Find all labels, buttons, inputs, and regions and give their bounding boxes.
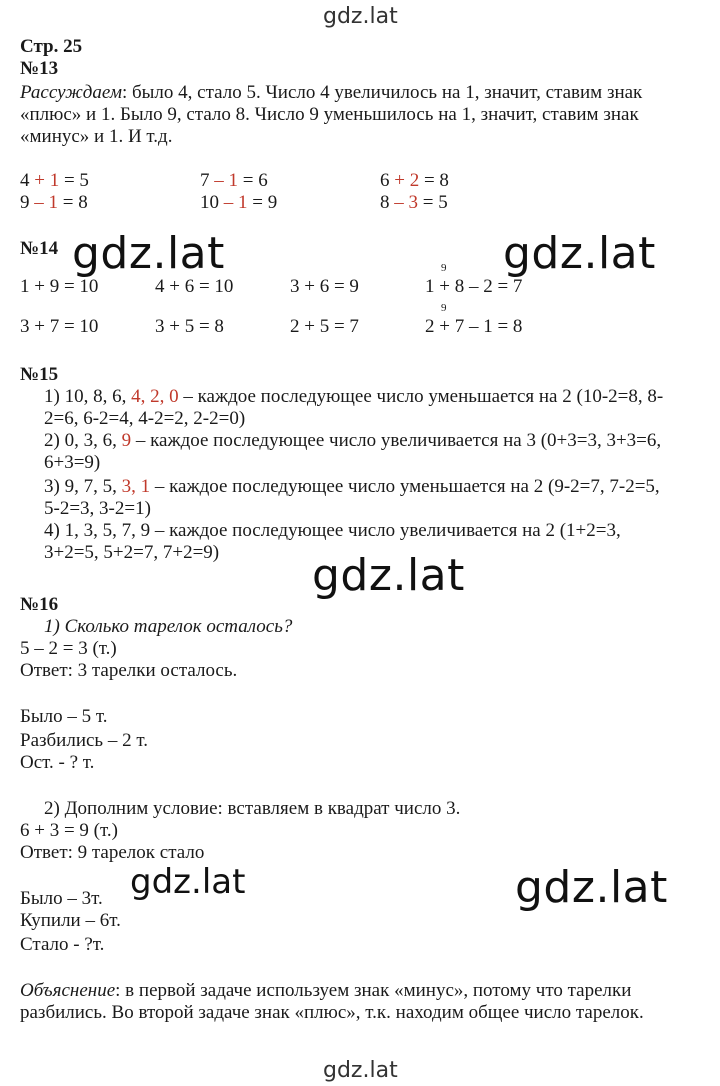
n16-explanation-line1 (20, 980, 700, 1002)
n13-eq: 7 – 1 = 6 (200, 170, 268, 191)
watermark-3: gdz.lat (312, 550, 465, 601)
n16-question1: 1) Сколько тарелок осталось? (44, 616, 293, 637)
n16-calc2: 6 + 3 = 9 (т.) (20, 820, 118, 841)
watermark-4: gdz.lat (130, 862, 246, 902)
n16-explanation-line2: разбились. Во второй задаче знак «плюс», т.к. находим общее число тарелок. (20, 1002, 644, 1023)
n15-item-cont: 5-2=3, 3-2=1) (44, 498, 151, 519)
n14-eq: 1 + 9 = 10 (20, 276, 99, 297)
n15-item: 1) 10, 8, 6, 4, 2, 0 – каждое последующее число уменьшается на 2 (10-2=8, 8- (44, 386, 664, 407)
n13-eq: 9 – 1 = 8 (20, 192, 88, 213)
n16-calc1: 5 – 2 = 3 (т.) (20, 638, 117, 659)
n14-superscript: 9 (441, 262, 447, 274)
n13-reason-label: Рассуждаем (20, 82, 122, 103)
n15-item-cont: 2=6, 6-2=4, 4-2=2, 2-2=0) (44, 408, 246, 429)
n16-short1-line: Ост. - ? т. (20, 752, 95, 773)
n16-answer2: Ответ: 9 тарелок стало (20, 842, 205, 863)
n16-explanation-label: Объяснение (20, 980, 116, 1001)
n16-question2: 2) Дополним условие: вставляем в квадрат число 3. (44, 798, 461, 819)
n15-item-cont: 6+3=9) (44, 452, 101, 473)
n13-reason-line1 (20, 82, 700, 104)
n13-reason-line3: «минус» и 1. И т.д. (20, 126, 173, 147)
n14-eq: 4 + 6 = 10 (155, 276, 234, 297)
n15-item-cont: 3+2=5, 5+2=7, 7+2=9) (44, 542, 220, 563)
watermark-1: gdz.lat (72, 228, 225, 279)
page-label: Стр. 25 (20, 36, 83, 57)
n15-title: №15 (20, 364, 59, 385)
n15-item: 3) 9, 7, 5, 3, 1 – каждое последующее число уменьшается на 2 (9-2=7, 7-2=5, (44, 476, 660, 497)
n16-short1-line: Было – 5 т. (20, 706, 108, 727)
watermark-bottom: gdz.lat (323, 1058, 398, 1083)
n16-explanation-text1: : в первой задаче используем знак «минус», потому что тарелки (115, 980, 632, 1001)
n14-superscript: 9 (441, 302, 447, 314)
n14-eq: 3 + 6 = 9 (290, 276, 359, 297)
n16-answer1: Ответ: 3 тарелки осталось. (20, 660, 238, 681)
n16-short2-line: Стало - ?т. (20, 934, 105, 955)
n13-reason-line2: «плюс» и 1. Было 9, стало 8. Число 9 уменьшилось на 1, значит, ставим знак (20, 104, 639, 125)
n16-short2-line: Было – 3т. (20, 888, 103, 909)
n13-eq: 4 + 1 = 5 (20, 170, 89, 191)
n16-short1-line: Разбились – 2 т. (20, 730, 148, 751)
n14-eq: 1 + 8 – 2 = 7 (425, 276, 523, 297)
n13-reason-text1: : было 4, стало 5. Число 4 увеличилось на 1, значит, ставим знак (121, 82, 643, 103)
n14-eq: 3 + 7 = 10 (20, 316, 99, 337)
watermark-top: gdz.lat (323, 4, 398, 29)
n14-title: №14 (20, 238, 59, 259)
n16-short2-line: Купили – 6т. (20, 910, 121, 931)
watermark-2: gdz.lat (503, 228, 656, 279)
n15-item: 2) 0, 3, 6, 9 – каждое последующее число увеличивается на 3 (0+3=3, 3+3=6, (44, 430, 662, 451)
n13-title: №13 (20, 58, 59, 79)
n13-eq: 6 + 2 = 8 (380, 170, 449, 191)
n15-item: 4) 1, 3, 5, 7, 9 – каждое последующее число увеличивается на 2 (1+2=3, (44, 520, 621, 541)
n14-eq: 2 + 7 – 1 = 8 (425, 316, 523, 337)
n13-eq: 10 – 1 = 9 (200, 192, 278, 213)
n16-title: №16 (20, 594, 59, 615)
n14-eq: 3 + 5 = 8 (155, 316, 224, 337)
n13-eq: 8 – 3 = 5 (380, 192, 448, 213)
n14-eq: 2 + 5 = 7 (290, 316, 359, 337)
watermark-5: gdz.lat (515, 862, 668, 913)
